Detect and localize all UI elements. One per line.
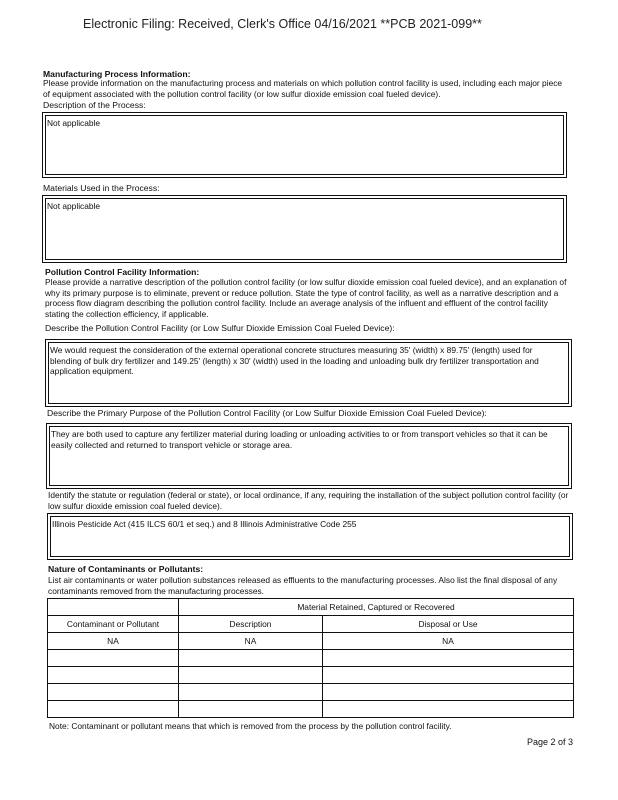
table-cell [179,667,323,684]
table-cell [323,701,574,718]
table-header-spacer [48,599,179,616]
describe-facility-value: We would request the consideration of the external operational concrete structures measuring 35' (width) x 89.75' (length) used for blending of bulk dry fertilizer and 149.25' (length) x 30' (width) used in the loading and unloading bulk dry fertilizer transportation and application equipment. [50,345,539,376]
column-header-disposal: Disposal or Use [323,616,574,633]
table-cell [179,684,323,701]
materials-label: Materials Used in the Process: [43,183,160,193]
statute-label: Identify the statute or regulation (federal or state), or local ordinance, if any, requiring the installation of the subject pollution control facility (or low sulfur dioxide emission coal fueled device). [48,490,569,511]
table-cell [323,667,574,684]
table-cell [48,650,179,667]
table-row [48,650,574,667]
manufacturing-instructions: Please provide information on the manufacturing process and materials on which pollution control facility is used, including each major piece of equipment associated with the pollution control facility (or low sulfur dioxide emission coal fueled device). [43,78,563,99]
describe-facility-label: Describe the Pollution Control Facility (or Low Sulfur Dioxide Emission Coal Fueled Device): [45,323,395,333]
material-retained-header: Material Retained, Captured or Recovered [179,599,574,616]
table-cell [48,701,179,718]
process-description-label: Description of the Process: [43,100,146,110]
process-description-value: Not applicable [47,118,101,128]
table-cell: NA [323,633,574,650]
column-header-contaminant: Contaminant or Pollutant [48,616,179,633]
table-cell [323,684,574,701]
table-cell: NA [48,633,179,650]
contaminants-instructions: List air contaminants or water pollution substances released as effluents to the manufacturing processes. Also list the final disposal of any contaminants removed from the manufacturing processes. [48,575,558,596]
page-number: Page 2 of 3 [527,737,574,747]
table-cell [48,684,179,701]
table-cell [179,701,323,718]
primary-purpose-label: Describe the Primary Purpose of the Pollution Control Facility (or Low Sulfur Dioxide Emission Coal Fueled Device): [47,408,487,418]
table-row [48,684,574,701]
statute-value: Illinois Pesticide Act (415 ILCS 60/1 et seq.) and 8 Illinois Administrative Code 255 [52,519,357,529]
describe-facility-box [45,339,572,407]
contaminants-table [47,598,574,718]
column-header-description: Description [179,616,323,633]
table-row [48,701,574,718]
statute-box [47,513,573,560]
manufacturing-heading: Manufacturing Process Information: [43,69,191,79]
materials-value: Not applicable [47,201,101,211]
primary-purpose-box [46,423,572,489]
process-description-box [42,112,567,178]
table-cell [323,650,574,667]
primary-purpose-value: They are both used to capture any fertilizer material during loading or unloading activities to or from transport vehicles so that it can be easily collected and returned to transport vehicle or storage area. [51,429,548,450]
contaminants-heading: Nature of Contaminants or Pollutants: [48,564,204,574]
table-cell [48,667,179,684]
pollution-control-instructions: Please provide a narrative description of the pollution control facility (or low sulfur dioxide emission coal fueled device), and an explanation of why its primary purpose is to eliminate, prevent or reduce pollution. State the type of control facility, as well as a narrative description and a process flow diagram describing the pollution control facility. Include an average analysis of the influent and effluent of the control facility stating the collection efficiency, if applicable. [45,277,567,319]
table-cell [179,650,323,667]
table-cell: NA [179,633,323,650]
table-row [48,667,574,684]
table-row [48,633,574,650]
pollution-control-heading: Pollution Control Facility Information: [45,267,200,277]
contaminant-note: Note: Contaminant or pollutant means that which is removed from the process by the pollution control facility. [49,721,452,731]
filing-header: Electronic Filing: Received, Clerk's Office 04/16/2021 **PCB 2021-099** [83,17,482,31]
materials-box [42,195,567,263]
